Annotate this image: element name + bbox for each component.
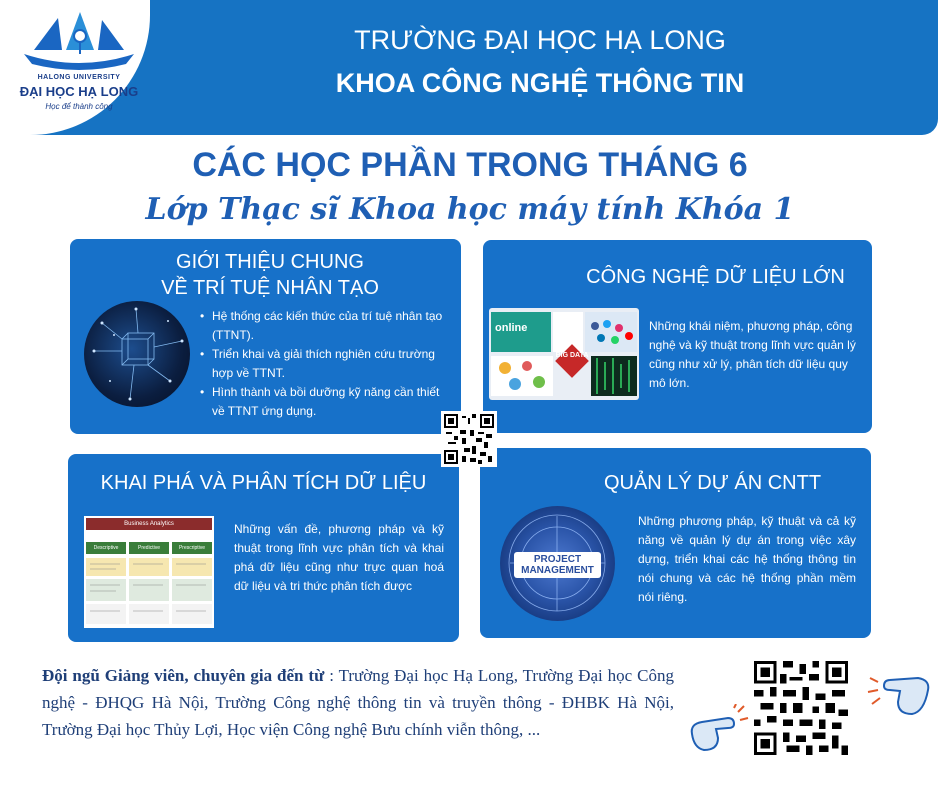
course-desc-bigdata: Những khái niệm, phương pháp, công nghệ và kỹ thuật trong lĩnh vực quản lý cũng như xử lý, phân tích dữ liệu quy mô lớn. xyxy=(649,319,856,390)
course-desc-data-mining: Những vấn đề, phương pháp và kỹ thuật trong lĩnh vực phân tích và khai phá dữ liệu cũng như trực quan hoá dữ liệu và tri thức phân tích được xyxy=(234,522,444,593)
list-item: • Hệ thống các kiến thức của trí tuệ nhân tạo (TTNT). xyxy=(198,307,453,345)
iot-things-icon xyxy=(491,356,553,396)
list-item: • Triển khai và giải thích nghiên cứu trường hợp về TTNT. xyxy=(198,345,453,383)
course-title-project-management: QUẢN LÝ DỰ ÁN CNTT xyxy=(603,472,822,494)
course-card-bigdata xyxy=(483,240,872,433)
ai-network-icon xyxy=(84,301,190,407)
collage-tile xyxy=(553,312,583,352)
collage-tile xyxy=(591,356,637,396)
pointing-hand-right-icon xyxy=(860,668,932,720)
ai-network-image xyxy=(84,301,190,407)
course-title-bigdata: CÔNG NGHỆ DỮ LIỆU LỚN xyxy=(586,266,845,288)
course-title-ai xyxy=(150,249,390,301)
pointing-hand-left-icon xyxy=(688,704,750,756)
ba-predictive: Predictive xyxy=(129,542,169,554)
course-desc-project-management: Những phương pháp, kỹ thuật và cả kỹ năng về quản lý dự án trong việc xây dựng, triển khai các hệ thống thông tin nói chung và các hệ thống phần mềm nói riêng. xyxy=(638,514,856,604)
pm-label-line2: MANAGEMENT xyxy=(521,565,594,576)
course-title-data-mining: KHAI PHÁ VÀ PHÂN TÍCH DỮ LIỆU xyxy=(100,472,427,494)
ba-columns-icon xyxy=(86,558,212,626)
logo-slogan: Học để thành công xyxy=(45,102,113,111)
course-card-data-mining xyxy=(68,454,459,642)
ba-header: Business Analytics xyxy=(86,518,212,530)
qr-code-icon xyxy=(753,661,849,755)
bigdata-collage-image xyxy=(489,308,639,400)
header-faculty: KHOA CÔNG NGHỆ THÔNG TIN xyxy=(335,68,745,98)
qr-code-icon xyxy=(444,414,494,464)
list-item: • Hình thành và bồi dưỡng kỹ năng cần thiết về TTNT ứng dụng. xyxy=(198,383,453,421)
course-title-ai-line2: VỀ TRÍ TUỆ NHÂN TẠO xyxy=(161,277,379,299)
header-university: TRƯỜNG ĐẠI HỌC HẠ LONG xyxy=(354,25,726,55)
page-title: CÁC HỌC PHẦN TRONG THÁNG 6 xyxy=(192,146,748,184)
course-title-ai-line1: GIỚI THIỆU CHUNG xyxy=(176,251,364,273)
course-card-project-management xyxy=(480,448,871,638)
logo-university-en: HALONG UNIVERSITY xyxy=(37,74,121,81)
big-data-label: BIG DATA xyxy=(555,352,589,359)
qr-code-center[interactable] xyxy=(441,411,497,467)
lecturer-note xyxy=(42,662,674,743)
pm-label xyxy=(514,554,601,576)
page-subtitle: Lớp Thạc sĩ Khoa học máy tính Khóa 1 xyxy=(145,192,795,227)
project-management-image xyxy=(500,506,615,621)
collage-tile xyxy=(585,312,637,352)
header-banner xyxy=(0,0,938,135)
course-bullets-ai xyxy=(198,307,453,421)
social-network-icon xyxy=(585,312,637,352)
ba-descriptive: Descriptive xyxy=(86,542,126,554)
ba-prescriptive: Prescriptive xyxy=(172,542,212,554)
data-stream-icon xyxy=(591,356,637,396)
logo-name: ĐẠI HỌC HẠ LONG xyxy=(19,84,139,99)
qr-code-right[interactable] xyxy=(751,659,851,757)
business-analytics-image xyxy=(84,516,214,628)
course-card-ai xyxy=(70,239,461,434)
pm-label-line1: PROJECT xyxy=(533,554,582,565)
collage-online-label: online xyxy=(495,322,528,334)
lecturer-note-text: : Trường Đại học Hạ Long, Trường Đại học Công nghệ - ĐHQG Hà Nội, Trường Công nghệ thông tin và truyền thông - ĐHBK Hà Nội, Trường Đại học Thủy Lợi, Học viện Công nghệ Bưu chính viễn thông, ... xyxy=(42,666,674,739)
university-logo xyxy=(14,10,144,120)
collage-tile xyxy=(491,356,553,396)
lecturer-note-lead: Đội ngũ Giảng viên, chuyên gia đến từ xyxy=(42,666,325,685)
ship-logo-icon xyxy=(14,10,144,74)
